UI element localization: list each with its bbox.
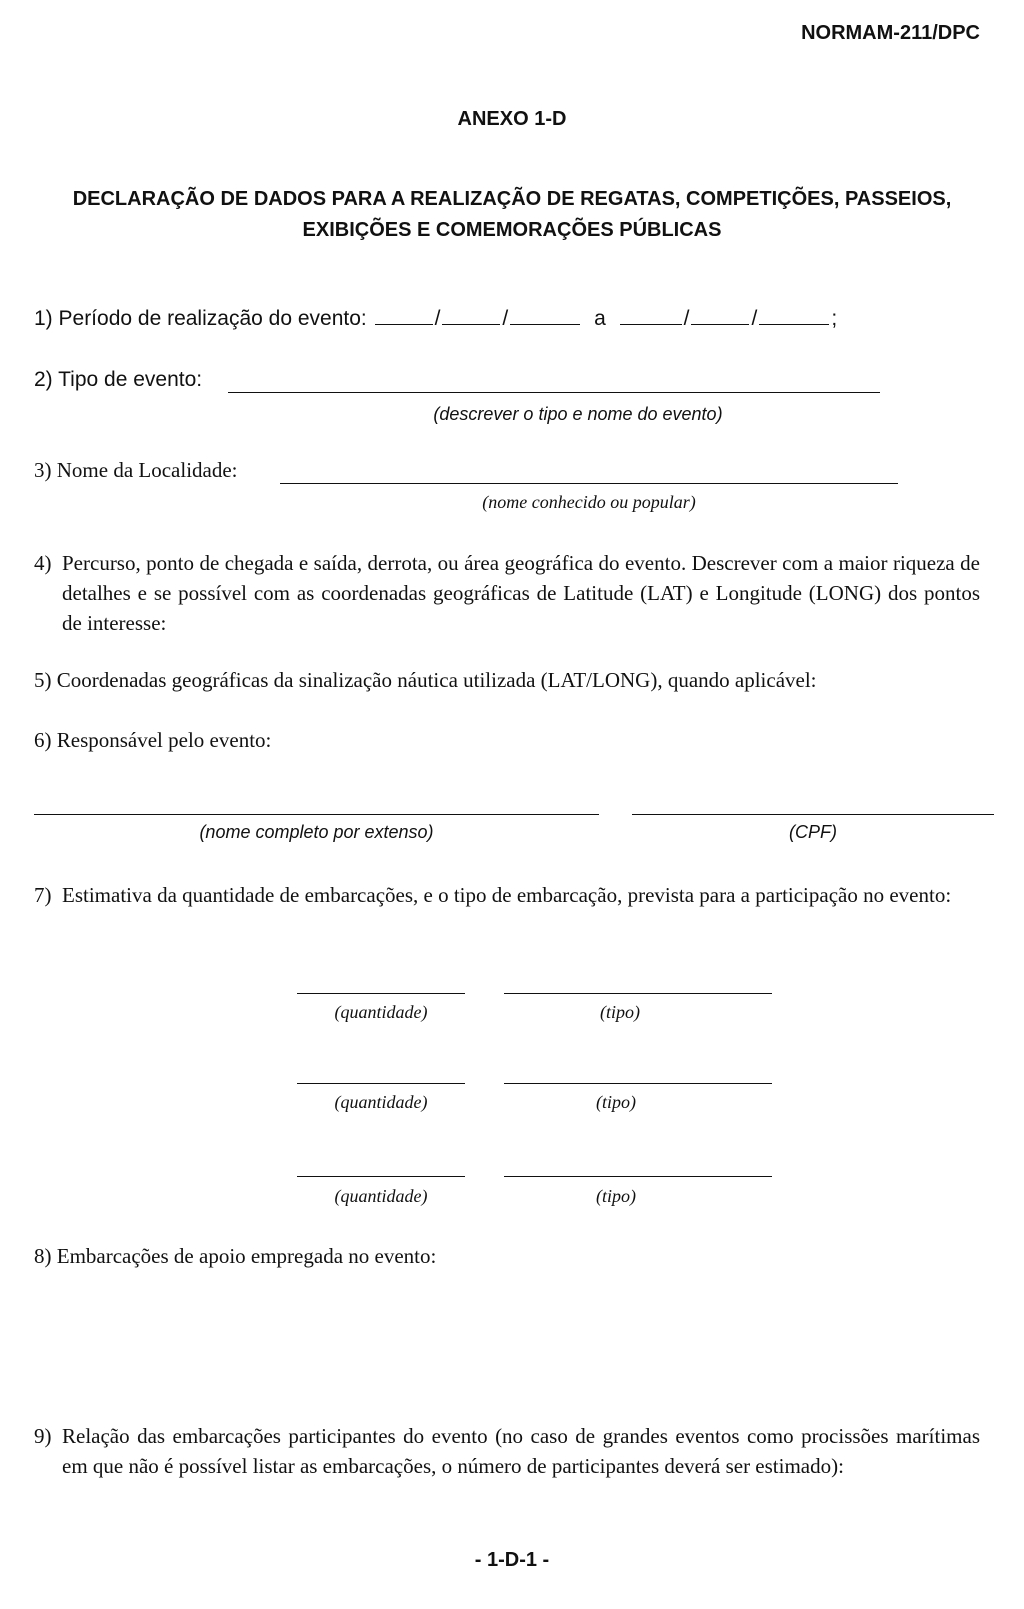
vessel-quantity-field[interactable] bbox=[297, 1083, 465, 1084]
event-type-hint: (descrever o tipo e nome do evento) bbox=[433, 404, 723, 424]
document-title-line-2: EXIBIÇÕES E COMEMORAÇÕES PÚBLICAS bbox=[302, 219, 722, 241]
locality-name-field[interactable] bbox=[280, 483, 898, 484]
line-terminator: ; bbox=[831, 307, 838, 330]
vessel-type-field[interactable] bbox=[504, 1176, 772, 1177]
vessel-quantity-field[interactable] bbox=[297, 993, 465, 994]
vessel-type-field[interactable] bbox=[504, 1083, 772, 1084]
vessel-type-hint: (tipo) bbox=[596, 1092, 636, 1112]
date-separator: / bbox=[434, 307, 441, 330]
responsible-name-field[interactable] bbox=[34, 814, 599, 815]
event-type-field[interactable] bbox=[228, 392, 880, 393]
vessel-type-hint: (tipo) bbox=[596, 1186, 636, 1206]
item-2-label: 2) Tipo de evento: bbox=[34, 368, 203, 391]
document-title bbox=[40, 184, 984, 246]
item-3-label: 3) Nome da Localidade: bbox=[34, 458, 238, 482]
vessel-type-field[interactable] bbox=[504, 993, 772, 994]
end-month-field[interactable] bbox=[691, 306, 749, 325]
end-year-field[interactable] bbox=[759, 306, 829, 325]
item-7-number: 7) bbox=[34, 883, 52, 907]
document-code: NORMAM-211/DPC bbox=[801, 22, 980, 44]
responsible-cpf-field[interactable] bbox=[632, 814, 994, 815]
item-4-number: 4) bbox=[34, 551, 52, 575]
end-day-field[interactable] bbox=[620, 306, 682, 325]
item-4-route bbox=[34, 548, 980, 638]
date-separator: / bbox=[683, 307, 690, 330]
start-month-field[interactable] bbox=[442, 306, 500, 325]
start-year-field[interactable] bbox=[510, 306, 580, 325]
vessel-quantity-hint: (quantidade) bbox=[334, 1092, 428, 1112]
item-1-label: 1) Período de realização do evento: bbox=[34, 307, 367, 330]
vessel-quantity-hint: (quantidade) bbox=[334, 1002, 428, 1022]
item-9-participants bbox=[34, 1421, 980, 1481]
item-1-event-period bbox=[34, 306, 837, 331]
item-6-label: 6) Responsável pelo evento: bbox=[34, 728, 272, 752]
vessel-type-hint: (tipo) bbox=[600, 1002, 640, 1022]
responsible-name-hint: (nome completo por extenso) bbox=[199, 822, 434, 842]
responsible-cpf-hint: (CPF) bbox=[789, 822, 837, 842]
date-separator: / bbox=[751, 307, 758, 330]
item-7-text: Estimativa da quantidade de embarcações, e o tipo de embarcação, prevista para a participação no evento: bbox=[62, 883, 952, 907]
item-7-vessel-estimate bbox=[34, 880, 980, 910]
date-range-connector: a bbox=[594, 307, 606, 330]
item-5-label: 5) Coordenadas geográficas da sinalização náutica utilizada (LAT/LONG), quando aplicável: bbox=[34, 668, 817, 692]
date-separator: / bbox=[502, 307, 509, 330]
vessel-quantity-hint: (quantidade) bbox=[334, 1186, 428, 1206]
page-number: - 1-D-1 - bbox=[474, 1549, 550, 1571]
item-9-number: 9) bbox=[34, 1424, 52, 1448]
start-day-field[interactable] bbox=[375, 306, 433, 325]
annex-title: ANEXO 1-D bbox=[457, 108, 567, 130]
vessel-quantity-field[interactable] bbox=[297, 1176, 465, 1177]
item-9-text: Relação das embarcações participantes do evento (no caso de grandes eventos como procissões marítimas em que não é possível listar as embarcações, o número de participantes deverá ser estimado): bbox=[62, 1424, 980, 1478]
document-title-line-1: DECLARAÇÃO DE DADOS PARA A REALIZAÇÃO DE REGATAS, COMPETIÇÕES, PASSEIOS, bbox=[72, 188, 952, 210]
item-8-label: 8) Embarcações de apoio empregada no evento: bbox=[34, 1244, 437, 1268]
item-4-text: Percurso, ponto de chegada e saída, derrota, ou área geográfica do evento. Descrever com a maior riqueza de detalhes e se possível com as coordenadas geográficas de Latitude (LAT) e Longitude (LONG) dos pontos de interesse: bbox=[62, 551, 980, 635]
locality-name-hint: (nome conhecido ou popular) bbox=[482, 492, 696, 512]
